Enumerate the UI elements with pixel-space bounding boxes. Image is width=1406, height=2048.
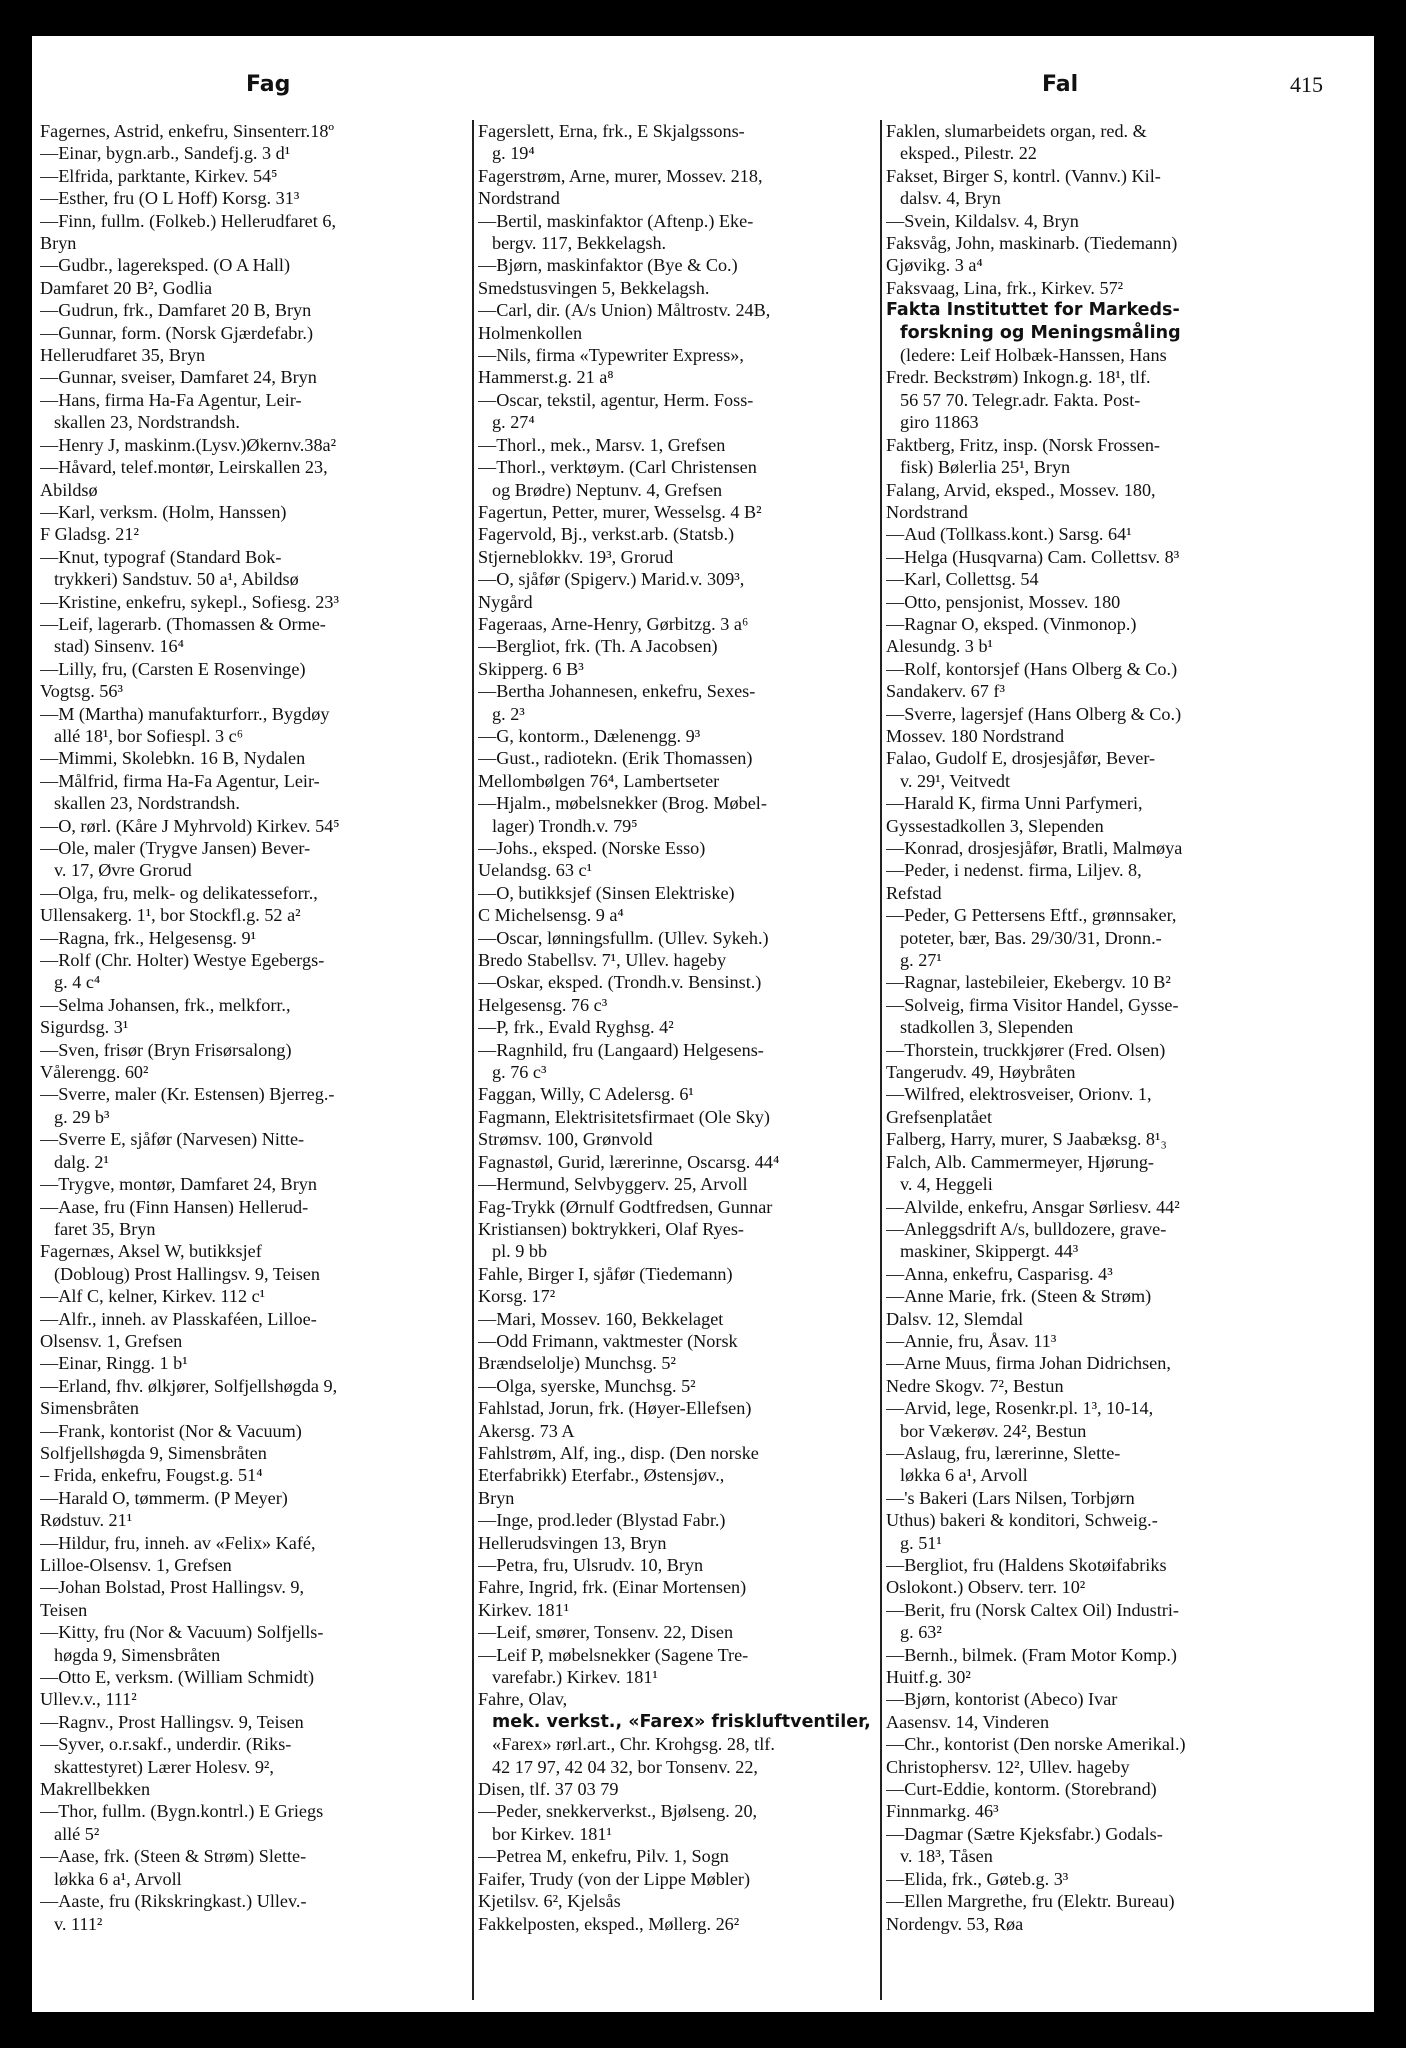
directory-entry-line: —Bergliot, fru (Haldens Skotøifabriks (886, 1555, 1167, 1575)
directory-entry-line: eksped., Pilestr. 22 (900, 143, 1037, 164)
directory-entry-line: —Oscar, lønningsfullm. (Ullev. Sykeh.) (478, 927, 769, 948)
directory-entry-line: —P, frk., Evald Ryghsg. 4² (478, 1017, 674, 1038)
directory-entry-line: Fagmann, Elektrisitetsfirmaet (Ole Sky) (478, 1106, 770, 1127)
directory-entry-line: F Gladsg. 21² (40, 524, 139, 545)
directory-entry-line: Refstad (886, 882, 942, 903)
directory-entry-line: Bryn (478, 1487, 515, 1508)
directory-entry-line: —Gudbr., lagereksped. (O A Hall) (40, 255, 291, 276)
directory-entry-line: —Hans, firma Ha-Fa Agentur, Leir- (40, 389, 302, 410)
directory-entry-line: —Hjalm., møbelsnekker (Brog. Møbel- (478, 793, 767, 814)
directory-entry-line: Holmenkollen (478, 322, 583, 343)
directory-entry-line: Abildsø (40, 479, 98, 500)
directory-entry-line: Fredr. Beckstrøm) Inkogn.g. 18¹, tlf. (886, 367, 1151, 388)
directory-entry-line: Strømsv. 100, Grønvold (478, 1129, 653, 1150)
directory-entry-line: —Aase, fru (Finn Hansen) Hellerud- (40, 1196, 309, 1217)
directory-entry-line: Gyssestadkollen 3, Slependen (886, 815, 1104, 836)
directory-entry-line: —Knut, typograf (Standard Bok- (40, 546, 282, 567)
directory-entry-line: C Michelsensg. 9 a⁴ (478, 905, 624, 926)
directory-entry-line: —Gudrun, frk., Damfaret 20 B, Bryn (40, 300, 312, 321)
directory-entry-line: —Kitty, fru (Nor & Vacuum) Solfjells- (40, 1622, 324, 1643)
directory-entry-line: Fagnastøl, Gurid, lærerinne, Oscarsg. 44⁴ (478, 1151, 780, 1172)
directory-entry-line: Skipperg. 6 B³ (478, 658, 584, 679)
directory-entry-line: v. 4, Heggeli (900, 1174, 993, 1195)
directory-entry-line: Fagerslett, Erna, frk., E Skjalgssons- (478, 121, 745, 141)
directory-entry-line: —Leif P, møbelsnekker (Sagene Tre- (478, 1644, 749, 1665)
directory-entry-line: Gjøvikg. 3 a⁴ (886, 255, 983, 276)
directory-entry-line: Solfjellshøgda 9, Simensbråten (40, 1442, 267, 1463)
directory-entry-line: Bredo Stabellsv. 7¹, Ullev. hageby (478, 950, 727, 971)
directory-entry-line: —Arvid, lege, Rosenkr.pl. 1³, 10-14, (886, 1398, 1154, 1419)
directory-entry-line: —Thorstein, truckkjører (Fred. Olsen) (886, 1039, 1166, 1060)
directory-entry-line: —Sverre, lagersjef (Hans Olberg & Co.) (886, 703, 1182, 724)
directory-entry-line: —Alvilde, enkefru, Ansgar Sørliesv. 44² (886, 1196, 1180, 1217)
directory-entry-line: g. 19⁴ (492, 143, 535, 164)
directory-entry-line: Faksvaag, Lina, frk., Kirkev. 57² (886, 277, 1124, 298)
directory-entry-line: og Brødre) Neptunv. 4, Grefsen (492, 479, 723, 500)
directory-entry-line: —Ragnhild, fru (Langaard) Helgesens- (478, 1039, 764, 1060)
directory-entry-line: Falang, Arvid, eksped., Mossev. 180, (886, 479, 1156, 500)
directory-entry-line: —Rolf (Chr. Holter) Westye Egebergs- (40, 950, 325, 971)
directory-entry-line: Fakkelposten, eksped., Møllerg. 26² (478, 1913, 740, 1934)
directory-entry-line: Nedre Skogv. 7², Bestun (886, 1375, 1064, 1396)
directory-entry-line: —Bertha Johannesen, enkefru, Sexes- (478, 681, 756, 702)
directory-entry-line: Falao, Gudolf E, drosjesjåfør, Bever- (886, 748, 1156, 769)
directory-entry-line: mek. verkst., «Farex» friskluftventiler, (492, 1711, 871, 1732)
directory-entry-line: —O, sjåfør (Spigerv.) Marid.v. 309³, (478, 569, 745, 590)
directory-entry-line: —Bergliot, frk. (Th. A Jacobsen) (478, 636, 718, 657)
directory-entry-line: —Einar, Ringg. 1 b¹ (40, 1353, 188, 1374)
directory-entry-line: v. 17, Øvre Grorud (54, 860, 192, 881)
directory-entry-line: Smedstusvingen 5, Bekkelagsh. (478, 277, 710, 298)
directory-entry-line: —Alf C, kelner, Kirkev. 112 c¹ (40, 1286, 266, 1307)
directory-entry-line: —O, rørl. (Kåre J Myhrvold) Kirkev. 54⁵ (40, 815, 340, 836)
directory-entry-line: lager) Trondh.v. 79⁵ (492, 815, 638, 836)
directory-entry-line: —Olga, fru, melk- og delikatesseforr., (40, 882, 318, 903)
directory-entry-line: —Aud (Tollkass.kont.) Sarsg. 64¹ (886, 524, 1132, 545)
directory-entry-line: høgda 9, Simensbråten (54, 1644, 221, 1665)
directory-entry-line: —Hildur, fru, inneh. av «Felix» Kafé, (40, 1532, 316, 1553)
directory-entry-line: —Karl, Collettsg. 54 (886, 569, 1039, 590)
directory-entry-line: —Frank, kontorist (Nor & Vacuum) (40, 1420, 302, 1441)
directory-entry-line: —Konrad, drosjesjåfør, Bratli, Malmøya (886, 838, 1183, 858)
directory-entry-line: —Thorl., mek., Marsv. 1, Grefsen (478, 434, 726, 455)
directory-entry-line: Akersg. 73 A (478, 1420, 575, 1441)
directory-entry-line: Fagervold, Bj., verkst.arb. (Statsb.) (478, 524, 735, 545)
directory-entry-line: Ullensakerg. 1¹, bor Stockfl.g. 52 a² (40, 905, 301, 926)
directory-entry-line: faret 35, Bryn (54, 1218, 156, 1239)
page-number: 415 (1290, 72, 1323, 97)
directory-entry-line: —Dagmar (Sætre Kjeksfabr.) Godals- (886, 1823, 1163, 1844)
directory-entry-line: skallen 23, Nordstrandsh. (54, 793, 240, 814)
directory-entry-line: allé 18¹, bor Sofiespl. 3 c⁶ (54, 725, 244, 746)
directory-entry-line: —Johs., eksped. (Norske Esso) (478, 838, 706, 858)
column-divider (472, 120, 474, 2000)
directory-entry-line: løkka 6 a¹, Arvoll (54, 1868, 182, 1889)
directory-entry-line: Uelandsg. 63 c¹ (478, 860, 593, 881)
directory-entry-line: Sandakerv. 67 f³ (886, 681, 1005, 702)
directory-entry-line: —Solveig, firma Visitor Handel, Gysse- (886, 994, 1179, 1015)
directory-entry-line: —Hermund, Selvbyggerv. 25, Arvoll (478, 1174, 748, 1195)
directory-entry-line: Faggan, Willy, C Adelersg. 6¹ (478, 1084, 694, 1105)
directory-entry-line: g. 29 b³ (54, 1106, 110, 1127)
directory-entry-line: Kristiansen) boktrykkeri, Olaf Ryes- (478, 1218, 744, 1239)
directory-entry-line: Hammerst.g. 21 a⁸ (478, 367, 614, 388)
directory-entry-line: Nordengv. 53, Røa (886, 1913, 1024, 1934)
directory-entry-line: Vålerengg. 60² (40, 1062, 149, 1083)
directory-entry-line: —Carl, dir. (A/s Union) Måltrostv. 24B, (478, 300, 771, 321)
directory-entry-line: —Bjørn, kontorist (Abeco) Ivar (886, 1689, 1118, 1710)
directory-entry-line: Lilloe-Olsensv. 1, Grefsen (40, 1555, 232, 1575)
directory-entry-line: Nygård (478, 591, 533, 612)
directory-entry-line: Mellombølgen 76⁴, Lambertseter (478, 770, 720, 791)
directory-entry-line: —Anna, enkefru, Casparisg. 4³ (886, 1263, 1113, 1284)
directory-entry-line: Rødstuv. 21¹ (40, 1510, 133, 1531)
directory-entry-line: Fahre, Ingrid, frk. (Einar Mortensen) (478, 1577, 747, 1598)
directory-entry-line: skallen 23, Nordstrandsh. (54, 412, 240, 433)
directory-entry-line: —Ragnv., Prost Hallingsv. 9, Teisen (40, 1711, 304, 1732)
directory-entry-line: —Karl, verksm. (Holm, Hanssen) (40, 501, 287, 522)
directory-entry-line: —Mari, Mossev. 160, Bekkelaget (478, 1308, 724, 1329)
directory-entry-line: Fag-Trykk (Ørnulf Godtfredsen, Gunnar (478, 1196, 773, 1217)
directory-entry-line: Faifer, Trudy (von der Lippe Møbler) (478, 1868, 751, 1889)
directory-entry-line: —Målfrid, firma Ha-Fa Agentur, Leir- (40, 770, 320, 791)
right-guide-word: Fal (1042, 72, 1079, 97)
directory-entry-line: Olsensv. 1, Grefsen (40, 1330, 183, 1351)
directory-entry-line: —Curt-Eddie, kontorm. (Storebrand) (886, 1779, 1157, 1800)
directory-entry-line: bergv. 117, Bekkelagsh. (492, 233, 667, 254)
directory-entry-line: —Anleggsdrift A/s, bulldozere, grave- (886, 1218, 1167, 1239)
directory-entry-line: Fagerstrøm, Arne, murer, Mossev. 218, (478, 165, 763, 186)
directory-entry-line: —Bernh., bilmek. (Fram Motor Komp.) (886, 1644, 1177, 1665)
directory-entry-line: Tangerudv. 49, Høybråten (886, 1062, 1076, 1083)
directory-entry-line: —Henry J, maskinm.(Lysv.)Økernv.38a² (40, 434, 337, 455)
directory-entry-line: Damfaret 20 B², Godlia (40, 277, 213, 298)
directory-entry-line: pl. 9 bb (492, 1241, 548, 1262)
directory-entry-line: —Aaste, fru (Rikskringkast.) Ullev.- (40, 1891, 307, 1912)
directory-entry-line: Korsg. 17² (478, 1286, 556, 1307)
directory-entry-line: —Ole, maler (Trygve Jansen) Bever- (40, 838, 311, 858)
directory-entry-line: Brændselolje) Munchsg. 5² (478, 1353, 676, 1374)
directory-entry-line: —Svein, Kildalsv. 4, Bryn (886, 210, 1079, 231)
directory-entry-line: Fagertun, Petter, murer, Wesselsg. 4 B² (478, 501, 762, 522)
directory-entry-line: —Aase, frk. (Steen & Strøm) Slette- (40, 1846, 307, 1867)
directory-entry-line: Oslokont.) Observ. terr. 10² (886, 1577, 1086, 1598)
directory-entry-line: Fakta Instituttet for Markeds- (886, 300, 1180, 321)
directory-entry-line: —Elfrida, parktante, Kirkev. 54⁵ (40, 165, 278, 186)
directory-entry-line: Hellerudsvingen 13, Bryn (478, 1532, 667, 1553)
directory-entry-line: varefabr.) Kirkev. 181¹ (492, 1667, 658, 1688)
directory-entry-line: Alesundg. 3 b¹ (886, 636, 993, 657)
directory-entry-line: Teisen (40, 1599, 88, 1620)
directory-entry-line: —Einar, bygn.arb., Sandefj.g. 3 d¹ (40, 143, 291, 164)
directory-entry-line: v. 111² (54, 1913, 103, 1934)
directory-entry-line: g. 27⁴ (492, 412, 535, 433)
directory-entry-line: g. 76 c³ (492, 1062, 547, 1083)
directory-entry-line: Kjetilsv. 6², Kjelsås (478, 1891, 621, 1912)
directory-entry-line: Finnmarkg. 46³ (886, 1801, 999, 1822)
directory-entry-line: Fahlstad, Jorun, frk. (Høyer-Ellefsen) (478, 1398, 752, 1419)
directory-entry-line: Dalsv. 12, Slemdal (886, 1308, 1024, 1329)
directory-entry-line: Grefsenplatået (886, 1106, 993, 1127)
directory-entry-line: stad) Sinsenv. 16⁴ (54, 636, 184, 657)
directory-entry-line: —Esther, fru (O L Hoff) Korsg. 31³ (40, 188, 300, 209)
directory-entry-line: Fagernæs, Aksel W, butikksjef (40, 1241, 262, 1262)
directory-entry-line: —Alfr., inneh. av Plasskaféen, Lilloe- (40, 1308, 317, 1329)
directory-entry-line: stadkollen 3, Slependen (900, 1017, 1074, 1038)
directory-entry-line: dalsv. 4, Bryn (900, 188, 1001, 209)
directory-entry-line: Fakset, Birger S, kontrl. (Vannv.) Kil- (886, 165, 1161, 186)
directory-entry-line: —Mimmi, Skolebkn. 16 B, Nydalen (40, 748, 306, 769)
directory-entry-line: Mossev. 180 Nordstrand (886, 725, 1065, 746)
directory-entry-line: —Syver, o.r.sakf., underdir. (Riks- (40, 1734, 292, 1755)
directory-entry-line: —Lilly, fru, (Carsten E Rosenvinge) (40, 658, 306, 679)
directory-entry-line: —Arne Muus, firma Johan Didrichsen, (886, 1353, 1171, 1374)
directory-entry-line: Vogtsg. 56³ (40, 681, 123, 702)
directory-entry-line: —Oskar, eksped. (Trondh.v. Bensinst.) (478, 972, 762, 993)
directory-entry-line: Fahle, Birger I, sjåfør (Tiedemann) (478, 1263, 733, 1284)
directory-entry-line: —Gunnar, sveiser, Damfaret 24, Bryn (40, 367, 317, 388)
directory-entry-line: allé 5² (54, 1823, 100, 1844)
directory-entry-line: v. 18³, Tåsen (900, 1846, 993, 1867)
directory-entry-line: —Elida, frk., Gøteb.g. 3³ (886, 1868, 1069, 1889)
directory-entry-line: Nordstrand (478, 188, 560, 209)
directory-entry-line: —Peder, G Pettersens Eftf., grønnsaker, (886, 905, 1177, 926)
directory-entry-line: Faklen, slumarbeidets organ, red. & (886, 121, 1147, 141)
directory-entry-line: —Aslaug, fru, lærerinne, Slette- (886, 1442, 1121, 1463)
directory-entry-line: —Peder, snekkerverkst., Bjølseng. 20, (478, 1801, 758, 1822)
directory-entry-line: Helgesensg. 76 c³ (478, 994, 608, 1015)
directory-entry-line: giro 11863 (900, 412, 979, 433)
directory-entry-line: Aasensv. 14, Vinderen (886, 1711, 1050, 1732)
directory-entry-line: —M (Martha) manufakturforr., Bygdøy (40, 703, 330, 724)
directory-entry-line: —Gunnar, form. (Norsk Gjærdefabr.) (40, 322, 314, 343)
page-header (32, 36, 1374, 116)
directory-entry-line: skattestyret) Lærer Holesv. 9², (54, 1756, 274, 1777)
directory-entry-line: —Ellen Margrethe, fru (Elektr. Bureau) (886, 1891, 1175, 1912)
directory-entry-line: bor Kirkev. 181¹ (492, 1823, 612, 1844)
directory-entry-line: (ledere: Leif Holbæk-Hanssen, Hans (900, 345, 1167, 366)
directory-entry-line: Disen, tlf. 37 03 79 (478, 1779, 619, 1800)
directory-entry-line: —Wilfred, elektrosveiser, Orionv. 1, (886, 1084, 1152, 1105)
directory-entry-line: – Frida, enkefru, Fougst.g. 51⁴ (40, 1465, 263, 1486)
directory-entry-line: —Leif, lagerarb. (Thomassen & Orme- (40, 613, 326, 634)
directory-entry-line: 42 17 97, 42 04 32, bor Tonsenv. 22, (492, 1756, 758, 1777)
directory-entry-line: løkka 6 a¹, Arvoll (900, 1465, 1028, 1486)
directory-entry-line: bor Vækerøv. 24², Bestun (900, 1420, 1087, 1441)
directory-entry-line: trykkeri) Sandstuv. 50 a¹, Abildsø (54, 569, 299, 590)
directory-entry-line: —Chr., kontorist (Den norske Amerikal.) (886, 1734, 1186, 1755)
directory-entry-line: Falberg, Harry, murer, S Jaabæksg. 8¹₃ (886, 1129, 1167, 1150)
directory-entry-line: «Farex» rørl.art., Chr. Krohgsg. 28, tlf. (492, 1734, 775, 1755)
directory-entry-line: poteter, bær, Bas. 29/30/31, Dronn.- (900, 927, 1162, 948)
directory-entry-line: —Thorl., verktøym. (Carl Christensen (478, 457, 757, 478)
directory-entry-line: Eterfabrikk) Eterfabr., Østensjøv., (478, 1465, 725, 1486)
directory-entry-line: v. 29¹, Veitvedt (900, 770, 1011, 791)
directory-entry-line: —Petra, fru, Ulsrudv. 10, Bryn (478, 1555, 704, 1575)
directory-entry-line: —Johan Bolstad, Prost Hallingsv. 9, (40, 1577, 305, 1598)
directory-entry-line: —Ragnar O, eksped. (Vinmonop.) (886, 613, 1137, 634)
column-2 (478, 120, 898, 2000)
directory-entry-line: —Berit, fru (Norsk Caltex Oil) Industri- (886, 1599, 1179, 1620)
directory-entry-line: Hellerudfaret 35, Bryn (40, 345, 206, 366)
directory-entry-line: —Håvard, telef.montør, Leirskallen 23, (40, 457, 328, 478)
directory-entry-line: —O, butikksjef (Sinsen Elektriske) (478, 882, 735, 903)
directory-entry-line: Nordstrand (886, 501, 968, 522)
directory-entry-line: (Dobloug) Prost Hallingsv. 9, Teisen (54, 1263, 320, 1284)
directory-entry-line: —Annie, fru, Åsav. 11³ (886, 1330, 1057, 1351)
directory-entry-line: —Rolf, kontorsjef (Hans Olberg & Co.) (886, 658, 1178, 679)
directory-entry-line: —Trygve, montør, Damfaret 24, Bryn (40, 1174, 317, 1195)
directory-entry-line: —Oscar, tekstil, agentur, Herm. Foss- (478, 389, 754, 410)
directory-entry-line: —Erland, fhv. ølkjører, Solfjellshøgda 9, (40, 1375, 338, 1396)
directory-entry-line: —Odd Frimann, vaktmester (Norsk (478, 1330, 738, 1351)
directory-entry-line: g. 51¹ (900, 1532, 942, 1553)
directory-entry-line: —Selma Johansen, frk., melkforr., (40, 994, 291, 1015)
directory-entry-line: —Ragnar, lastebileier, Ekebergv. 10 B² (886, 972, 1171, 993)
directory-entry-line: —Leif, smører, Tonsenv. 22, Disen (478, 1622, 734, 1643)
directory-entry-line: g. 4 c⁴ (54, 972, 101, 993)
directory-entry-line: —Finn, fullm. (Folkeb.) Hellerudfaret 6, (40, 210, 336, 231)
directory-entry-line: —Ragna, frk., Helgesensg. 9¹ (40, 927, 257, 948)
directory-entry-line: —Olga, syerske, Munchsg. 5² (478, 1375, 696, 1396)
directory-entry-line: —Helga (Husqvarna) Cam. Collettsv. 8³ (886, 546, 1180, 567)
directory-entry-line: —Sven, frisør (Bryn Frisørsalong) (40, 1039, 292, 1060)
column-1 (40, 120, 460, 2000)
directory-entry-line: g. 63² (900, 1622, 942, 1643)
directory-entry-line: —Gust., radiotekn. (Erik Thomassen) (478, 748, 753, 769)
directory-entry-line: g. 27¹ (900, 950, 942, 971)
directory-entry-line: fisk) Bølerlia 25¹, Bryn (900, 457, 1071, 478)
directory-entry-line: Fahlstrøm, Alf, ing., disp. (Den norske (478, 1442, 759, 1463)
directory-entry-line: —Harald O, tømmerm. (P Meyer) (40, 1487, 288, 1508)
directory-entry-line: Faksvåg, John, maskinarb. (Tiedemann) (886, 233, 1178, 254)
directory-entry-line: Christophersv. 12², Ullev. hageby (886, 1756, 1130, 1777)
directory-page (32, 36, 1374, 2012)
directory-entry-line: Fahre, Olav, (478, 1689, 568, 1710)
directory-entry-line: —Inge, prod.leder (Blystad Fabr.) (478, 1510, 726, 1531)
directory-entry-line: —Otto, pensjonist, Mossev. 180 (886, 591, 1121, 612)
directory-entry-line: Ullev.v., 111² (40, 1689, 137, 1710)
directory-entry-line: —Bertil, maskinfaktor (Aftenp.) Eke- (478, 210, 754, 231)
directory-entry-line: —Otto E, verksm. (William Schmidt) (40, 1667, 315, 1688)
directory-entry-line: dalg. 2¹ (54, 1151, 109, 1172)
directory-entry-line: —Petrea M, enkefru, Pilv. 1, Sogn (478, 1846, 729, 1867)
directory-entry-line: Simensbråten (40, 1398, 140, 1419)
directory-entry-line: —'s Bakeri (Lars Nilsen, Torbjørn (886, 1487, 1135, 1508)
directory-entry-line: g. 2³ (492, 703, 525, 724)
directory-entry-line: 56 57 70. Telegr.adr. Fakta. Post- (900, 389, 1141, 410)
left-guide-word: Fag (246, 72, 291, 97)
directory-entry-line: —Kristine, enkefru, sykepl., Sofiesg. 23³ (40, 591, 339, 612)
directory-entry-line: Sigurdsg. 3¹ (40, 1017, 129, 1038)
column-3 (886, 120, 1356, 2000)
directory-entry-line: —G, kontorm., Dælenengg. 9³ (478, 725, 701, 746)
directory-entry-line: —Peder, i nedenst. firma, Liljev. 8, (886, 860, 1142, 881)
directory-entry-line: Uthus) bakeri & konditori, Schweig.- (886, 1510, 1158, 1531)
directory-entry-line: Stjerneblokkv. 19³, Grorud (478, 546, 674, 567)
directory-entry-line: —Sverre, maler (Kr. Estensen) Bjerreg.- (40, 1084, 335, 1105)
directory-entry-line: Faktberg, Fritz, insp. (Norsk Frossen- (886, 434, 1160, 455)
directory-entry-line: Falch, Alb. Cammermeyer, Hjørung- (886, 1151, 1154, 1172)
directory-entry-line: Makrellbekken (40, 1779, 151, 1800)
directory-entry-line: Fagernes, Astrid, enkefru, Sinsenterr.18º (40, 121, 335, 141)
directory-entry-line: maskiner, Skippergt. 44³ (900, 1241, 1079, 1262)
directory-entry-line: Bryn (40, 233, 77, 254)
directory-entry-line: —Sverre E, sjåfør (Narvesen) Nitte- (40, 1129, 305, 1150)
directory-entry-line: —Harald K, firma Unni Parfymeri, (886, 793, 1143, 814)
directory-entry-line: —Thor, fullm. (Bygn.kontrl.) E Griegs (40, 1801, 324, 1822)
directory-entry-line: —Anne Marie, frk. (Steen & Strøm) (886, 1286, 1152, 1307)
directory-entry-line: Fageraas, Arne-Henry, Gørbitzg. 3 a⁶ (478, 613, 749, 634)
directory-entry-line: —Nils, firma «Typewriter Express», (478, 345, 744, 366)
directory-entry-line: Huitf.g. 30² (886, 1667, 971, 1688)
directory-entry-line: —Bjørn, maskinfaktor (Bye & Co.) (478, 255, 738, 276)
directory-entry-line: forskning og Meningsmåling (900, 322, 1181, 343)
directory-entry-line: Kirkev. 181¹ (478, 1599, 570, 1620)
